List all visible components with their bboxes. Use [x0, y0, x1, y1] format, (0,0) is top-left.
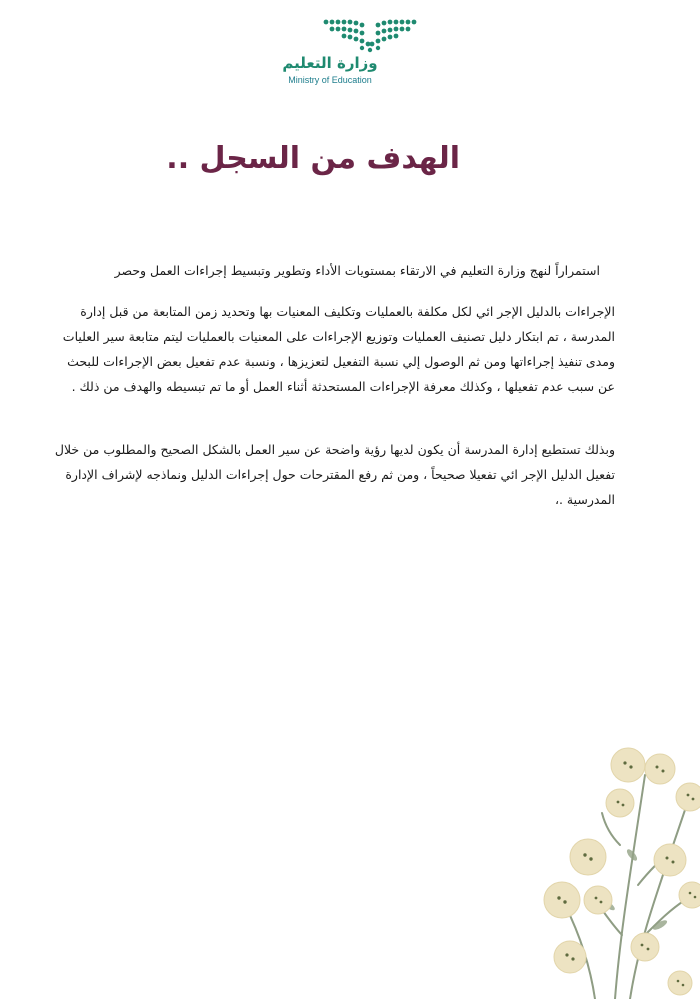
paragraph-conclusion [35, 437, 615, 512]
paragraph-line: المدرسة ، تم ابتكار دليل تصنيف العمليات وتوزيع الإجراءات على المعنيات بالعمليات ليتم متابعة سير العليات [62, 329, 615, 344]
paragraph-line: عن سبب عدم تفعيلها ، وكذلك معرفة الإجراءات المستحدثة أثناء العمل أو ما تم تبسيطه والهدف من ذلك . [71, 379, 615, 394]
ministry-logo [270, 10, 430, 88]
paragraph-line: الإجراءات بالدليل الإجر ائي لكل مكلفة بالعمليات وتكليف المعنيات بها وتحديد زمن المتابعة من قبل إدارة [80, 304, 615, 319]
ministry-logo-mark-icon [320, 14, 420, 54]
logo-arabic-text: وزارة التعليم [282, 54, 378, 72]
page-title: الهدف من السجل .. [166, 141, 460, 176]
paragraph-procedures [35, 299, 615, 399]
paragraph-line: المدرسية .، [554, 492, 615, 507]
paragraph-line: ومدى تنفيذ إجراءاتها ومن ثم الوصول إلي نسبة التفعيل لتعزيزها ، ونسبة عدم تفعيل بعض الإجراءات للبحث [67, 354, 615, 369]
paragraph-line: تفعيل الدليل الإجر ائي تفعيلا صحيحاً ، ومن ثم رفع المقترحات حول إجراءات الدليل ونماذجه لإشراف الإدارة [65, 467, 615, 482]
logo-english-text: Ministry of Education [288, 75, 372, 85]
flower-branch-icon [520, 735, 700, 999]
paragraph-intro [60, 258, 600, 283]
paragraph-line: استمراراً لنهج وزارة التعليم في الارتقاء بمستويات الأداء وتطوير وتبسيط إجراءات العمل وحصر [114, 263, 600, 278]
paragraph-line: وبذلك تستطيع إدارة المدرسة أن يكون لديها رؤية واضحة عن سير العمل بالشكل الصحيح والمطلوب من خلال [54, 442, 615, 457]
